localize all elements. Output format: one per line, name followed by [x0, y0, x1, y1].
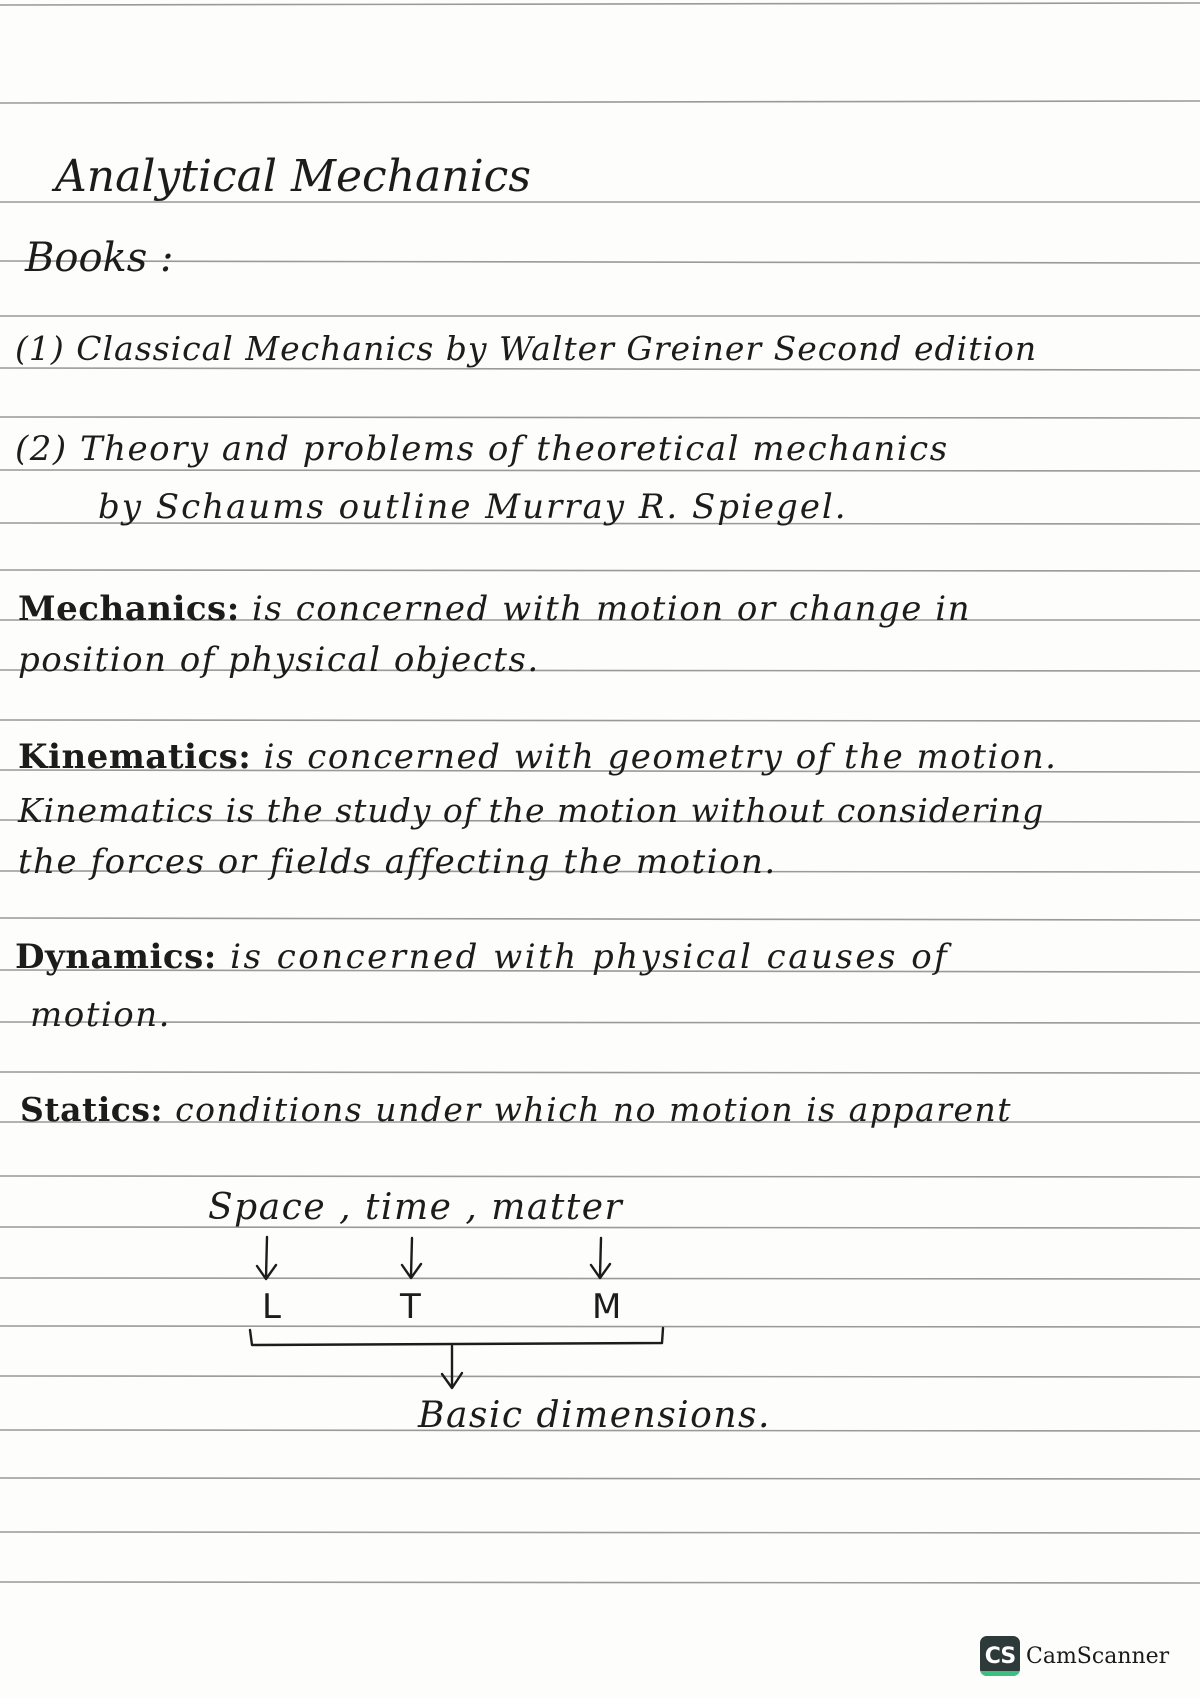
dimension-symbol-length: L	[262, 1287, 281, 1327]
dimension-symbol-mass: M	[592, 1287, 622, 1327]
mechanics-definition-line-1	[18, 589, 971, 629]
kinematics-definition-line-3: the forces or fields affecting the motion.	[18, 842, 777, 882]
kinematics-definition-line-2: Kinematics is the study of the motion without considering	[18, 791, 1045, 830]
statics-definition-line-1	[20, 1090, 1013, 1129]
mechanics-term: Mechanics:	[18, 589, 240, 629]
kinematics-definition-text: is concerned with geometry of the motion.	[251, 737, 1058, 777]
books-heading: Books :	[25, 235, 174, 281]
camscanner-logo-icon	[980, 1636, 1020, 1676]
kinematics-definition-line-1	[18, 737, 1058, 777]
camscanner-logo-text: CS	[984, 1643, 1016, 1669]
kinematics-term: Kinematics:	[18, 737, 252, 777]
book-2-line-2: by Schaums outline Murray R. Spiegel.	[98, 487, 848, 527]
mechanics-definition-text: is concerned with motion or change in	[239, 589, 971, 629]
dimension-symbol-time: T	[400, 1287, 421, 1327]
statics-definition-text: conditions under which no motion is apparent	[163, 1090, 1013, 1129]
dynamics-definition-text: is concerned with physical causes of	[216, 937, 950, 977]
basic-dimensions-label: Basic dimensions.	[418, 1395, 771, 1436]
camscanner-watermark	[980, 1636, 1169, 1676]
dynamics-definition-line-2: motion.	[30, 995, 171, 1035]
camscanner-text: CamScanner	[1026, 1643, 1170, 1669]
dynamics-term: Dynamics:	[15, 937, 217, 977]
page-title: Analytical Mechanics	[55, 151, 531, 202]
dimension-words: Space , time , matter	[208, 1187, 624, 1228]
mechanics-definition-line-2: position of physical objects.	[18, 640, 540, 680]
book-2-line-1: (2) Theory and problems of theoretical mechanics	[15, 429, 949, 469]
book-1: (1) Classical Mechanics by Walter Greiner Second edition	[15, 329, 1038, 368]
statics-term: Statics:	[20, 1090, 164, 1129]
dynamics-definition-line-1	[15, 937, 950, 977]
